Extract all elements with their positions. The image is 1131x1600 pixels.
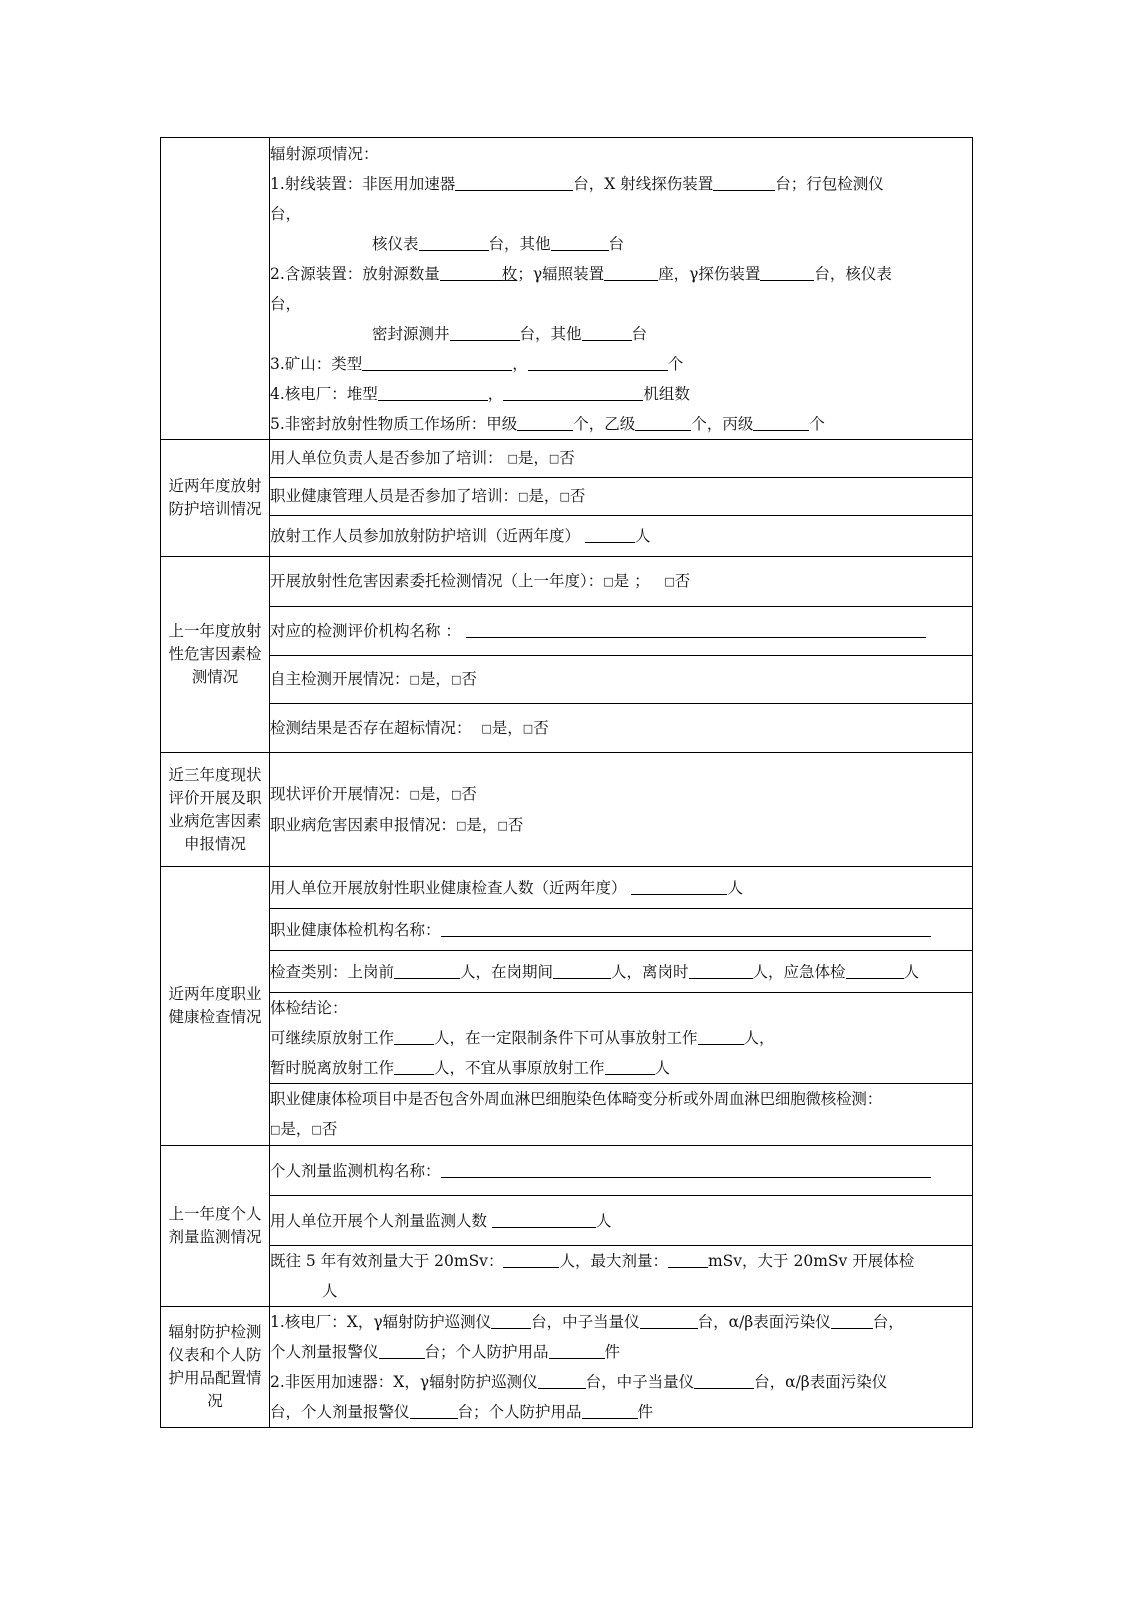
dose-row-2 xyxy=(161,1196,973,1246)
max-dose-field[interactable] xyxy=(668,1249,708,1268)
evaluation-agency-field[interactable] xyxy=(466,619,926,638)
unsealed-workplace-line: 5.非密封放射性物质工作场所：甲级 个，乙级 个，丙级 个 xyxy=(270,409,972,439)
pre-job-count-field[interactable] xyxy=(394,960,460,979)
checkbox[interactable]: □ xyxy=(518,490,529,503)
source-device-line: 2.含源装置：放射源数量 枚；γ辐照装置 座，γ探伤装置 台，核仪表 xyxy=(270,259,972,289)
ray-device-line: 1.射线装置：非医用加速器 台，X 射线探伤装置 台；行包检测仪 xyxy=(270,169,972,199)
dose-agency-field[interactable] xyxy=(441,1159,931,1178)
exam-agency-cell: 职业健康体检机构名称： xyxy=(270,909,973,951)
source-quantity-field[interactable] xyxy=(440,262,502,281)
evaluation-label: 近三年度现状评价开展及职业病危害因素申报情况 xyxy=(161,753,270,867)
acc-neutron-meter-field[interactable] xyxy=(694,1370,754,1389)
checkbox[interactable]: □ xyxy=(450,673,462,686)
unfit-work-count-field[interactable] xyxy=(605,1056,655,1075)
emergency-exam-count-field[interactable] xyxy=(846,960,904,979)
dose-row-3 xyxy=(161,1246,973,1307)
checkbox[interactable]: □ xyxy=(456,818,467,832)
sealed-well-line: 密封源测井 台，其他 台 xyxy=(270,319,972,349)
source-device-line-cont: 台， xyxy=(270,294,302,313)
status-evaluation-line: 现状评价开展情况：□是，□否 xyxy=(270,784,477,803)
exam-conclusion-line-2: 暂时脱离放射工作 人，不宜从事原放射工作 人 xyxy=(270,1053,972,1083)
np-dose-alarm-field[interactable] xyxy=(379,1340,425,1359)
acc-ppe-field[interactable] xyxy=(582,1400,638,1419)
np-survey-meter-field[interactable] xyxy=(491,1310,531,1329)
checkbox[interactable]: □ xyxy=(311,1123,322,1136)
nuclear-gauge-line: 核仪表 台，其他 台 xyxy=(270,229,972,259)
checkbox[interactable]: □ xyxy=(481,721,492,735)
health-exam-row-4 xyxy=(161,993,973,1084)
training-worker-cell: 放射工作人员参加放射防护培训（近两年度） 人 xyxy=(270,516,973,557)
nuclear-gauge-count-field[interactable] xyxy=(419,232,489,251)
mine-count-field[interactable] xyxy=(528,352,668,371)
exam-category-cell: 检查类别：上岗前 人，在岗期间 人，离岗时 人，应急体检 人 xyxy=(270,951,973,993)
source-heading: 辐射源项情况： xyxy=(270,144,379,163)
commissioned-detection-cell: 开展放射性危害因素委托检测情况（上一年度）：□是 ； □否 xyxy=(270,557,973,607)
grade-b-count-field[interactable] xyxy=(635,412,691,431)
reactor-type-field[interactable] xyxy=(378,382,488,401)
checkbox[interactable]: □ xyxy=(497,818,508,832)
radiation-source-row xyxy=(161,138,973,440)
np-contamination-meter-field[interactable] xyxy=(831,1310,873,1329)
checkbox[interactable]: □ xyxy=(548,452,560,465)
health-exam-row-3 xyxy=(161,951,973,993)
dose-history-line-cont: 人 xyxy=(322,1282,338,1300)
dose-agency-cell: 个人剂量监测机构名称： xyxy=(270,1146,973,1196)
detection-row-4 xyxy=(161,704,973,753)
exceed-standard-cell: 检测结果是否存在超标情况： □是，□否 xyxy=(270,704,973,753)
checkbox[interactable]: □ xyxy=(664,575,675,588)
hazard-declaration-line: 职业病危害因素申报情况：□是，□否 xyxy=(270,815,524,834)
dose-history-line: 既往 5 年有效剂量大于 20mSv： 人，最大剂量： mSv，大于 20mSv 开展体检 xyxy=(270,1246,972,1276)
radiation-source-label-cell xyxy=(161,138,270,440)
dose-monitoring-label: 上一年度个人剂量监测情况 xyxy=(161,1146,270,1307)
mine-line: 3.矿山：类型 ， 个 xyxy=(270,349,972,379)
equipment-row xyxy=(161,1307,973,1428)
evaluation-agency-cell: 对应的检测评价机构名称 ： xyxy=(270,607,973,656)
ray-device-line-cont: 台， xyxy=(270,204,302,223)
checkbox[interactable]: □ xyxy=(270,1123,281,1136)
checkbox[interactable]: □ xyxy=(507,452,518,465)
chromosome-test-answer: □是，□否 xyxy=(270,1120,338,1138)
np-ppe-field[interactable] xyxy=(549,1340,605,1359)
sealed-well-count-field[interactable] xyxy=(450,322,520,341)
radiation-source-cell xyxy=(270,138,973,440)
health-exam-row-1 xyxy=(161,867,973,909)
detection-label: 上一年度放射性危害因素检测情况 xyxy=(161,557,270,753)
gamma-detector-count-field[interactable] xyxy=(760,262,814,281)
equipment-cell xyxy=(270,1307,973,1428)
detection-row-1 xyxy=(161,557,973,607)
checkbox[interactable]: □ xyxy=(522,721,534,735)
acc-dose-alarm-field[interactable] xyxy=(410,1400,458,1419)
chromosome-test-cell xyxy=(270,1084,973,1146)
irradiator-count-field[interactable] xyxy=(604,262,658,281)
self-detection-cell: 自主检测开展情况：□是，□否 xyxy=(270,656,973,704)
detection-row-3 xyxy=(161,656,973,704)
health-exam-count-cell: 用人单位开展放射性职业健康检查人数（近两年度） 人 xyxy=(270,867,973,909)
checkbox[interactable]: □ xyxy=(409,673,420,686)
checkbox[interactable]: □ xyxy=(603,575,614,588)
health-exam-label: 近两年度职业健康检查情况 xyxy=(161,867,270,1146)
checkbox[interactable]: □ xyxy=(559,490,570,503)
chromosome-test-question: 职业健康体检项目中是否包含外周血淋巴细胞染色体畸变分析或外周血淋巴细胞微核检测： xyxy=(270,1090,883,1108)
training-leader-cell: 用人单位负责人是否参加了培训： □是，□否 xyxy=(270,440,973,478)
exam-conclusion-line-1: 可继续原放射工作 人，在一定限制条件下可从事放射工作 人， xyxy=(270,1023,972,1053)
mine-type-field[interactable] xyxy=(362,352,512,371)
other-source-count-field[interactable] xyxy=(582,322,632,341)
exam-agency-field[interactable] xyxy=(441,918,931,937)
exam-conclusion-cell xyxy=(270,993,973,1084)
grade-c-count-field[interactable] xyxy=(753,412,809,431)
np-neutron-meter-field[interactable] xyxy=(640,1310,698,1329)
training-label: 近两年度放射防护培训情况 xyxy=(161,440,270,557)
accelerator-equipment-line-1: 2.非医用加速器：X，γ辐射防护巡测仪 台，中子当量仪 台，α/β表面污染仪 xyxy=(270,1367,972,1397)
radiation-form-table xyxy=(160,137,973,1428)
nuclear-plant-line: 4.核电厂：堆型 ， 机组数 xyxy=(270,379,972,409)
over-20msv-count-field[interactable] xyxy=(503,1249,559,1268)
nuclear-plant-equipment-line-2: 个人剂量报警仪 台；个人防护用品 件 xyxy=(270,1337,972,1367)
health-exam-row-2 xyxy=(161,909,973,951)
exam-conclusion-heading: 体检结论： xyxy=(270,999,348,1017)
nuclear-plant-equipment-line-1: 1.核电厂：X，γ辐射防护巡测仪 台，中子当量仪 台，α/β表面污染仪 台， xyxy=(270,1307,972,1337)
unit-count-field[interactable] xyxy=(503,382,643,401)
post-job-count-field[interactable] xyxy=(689,960,753,979)
health-exam-row-5 xyxy=(161,1084,973,1146)
training-row-2 xyxy=(161,478,973,516)
health-exam-count-field[interactable] xyxy=(631,876,727,895)
dose-monitor-count-field[interactable] xyxy=(492,1209,596,1228)
training-row-3 xyxy=(161,516,973,557)
evaluation-cell xyxy=(270,753,973,867)
checkbox[interactable]: □ xyxy=(409,787,420,801)
dose-row-1 xyxy=(161,1146,973,1196)
equipment-label: 辐射防护检测仪表和个人防护用品配置情况 xyxy=(161,1307,270,1428)
training-manager-cell: 职业健康管理人员是否参加了培训：□是，□否 xyxy=(270,478,973,516)
dose-count-cell: 用人单位开展个人剂量监测人数 人 xyxy=(270,1196,973,1246)
dose-history-cell xyxy=(270,1246,973,1307)
restricted-work-count-field[interactable] xyxy=(698,1026,744,1045)
other-device-count-field[interactable] xyxy=(551,232,609,251)
training-row-1 xyxy=(161,440,973,478)
accelerator-equipment-line-2: 台，个人剂量报警仪 台；个人防护用品 件 xyxy=(270,1397,972,1427)
checkbox[interactable]: □ xyxy=(450,787,462,801)
detection-row-2 xyxy=(161,607,973,656)
temporary-leave-count-field[interactable] xyxy=(394,1056,434,1075)
grade-a-count-field[interactable] xyxy=(517,412,573,431)
trained-worker-count-field[interactable] xyxy=(585,524,635,543)
accelerator-count-field[interactable] xyxy=(455,172,573,191)
xray-flaw-detector-count-field[interactable] xyxy=(713,172,775,191)
acc-survey-meter-field[interactable] xyxy=(538,1370,586,1389)
on-job-count-field[interactable] xyxy=(553,960,611,979)
evaluation-row xyxy=(161,753,973,867)
continue-work-count-field[interactable] xyxy=(394,1026,434,1045)
